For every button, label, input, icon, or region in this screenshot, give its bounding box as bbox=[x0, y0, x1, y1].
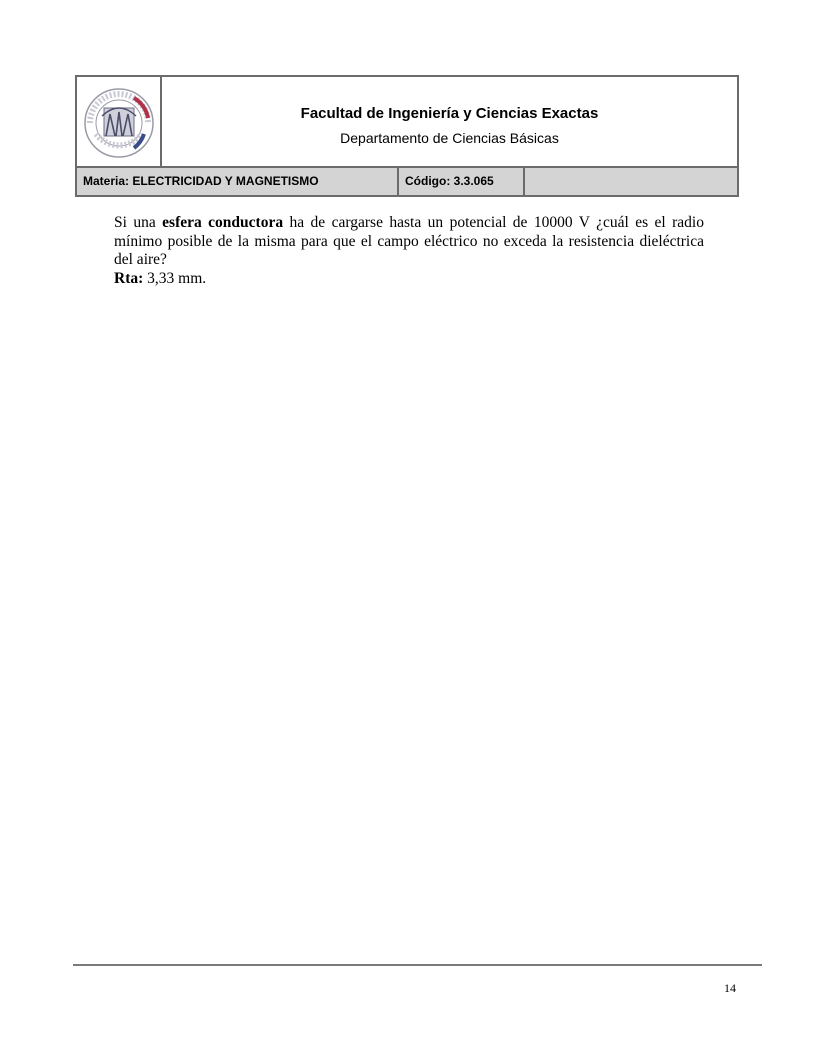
subject-cell: Materia: ELECTRICIDAD Y MAGNETISMO bbox=[77, 168, 399, 195]
logo-cell bbox=[77, 77, 162, 166]
footer-divider bbox=[73, 964, 762, 966]
title-cell bbox=[162, 77, 737, 166]
problem-bold-term: esfera conductora bbox=[162, 214, 284, 231]
empty-cell bbox=[525, 168, 737, 195]
university-seal-icon bbox=[82, 86, 156, 160]
header-bottom-row bbox=[77, 168, 737, 195]
document-header bbox=[75, 75, 739, 197]
department-name: Departamento de Ciencias Básicas bbox=[340, 130, 559, 146]
problem-text-start: Si una bbox=[114, 214, 163, 231]
page-number: 14 bbox=[724, 981, 736, 995]
problem-paragraph bbox=[114, 214, 704, 270]
answer-label: Rta: bbox=[114, 270, 144, 287]
answer-value: 3,33 mm. bbox=[143, 270, 207, 287]
answer-line bbox=[114, 270, 206, 288]
code-cell: Código: 3.3.065 bbox=[399, 168, 525, 195]
problem-text-end: ha de cargarse hasta un potencial de 10000 V ¿cuál es el radio mínimo posible de la misma para que el campo eléctrico no exceda la resistencia dieléctrica del aire? bbox=[114, 214, 704, 268]
header-top-row bbox=[77, 77, 737, 168]
problem-statement bbox=[114, 214, 704, 270]
faculty-name: Facultad de Ingeniería y Ciencias Exactas bbox=[300, 105, 599, 122]
